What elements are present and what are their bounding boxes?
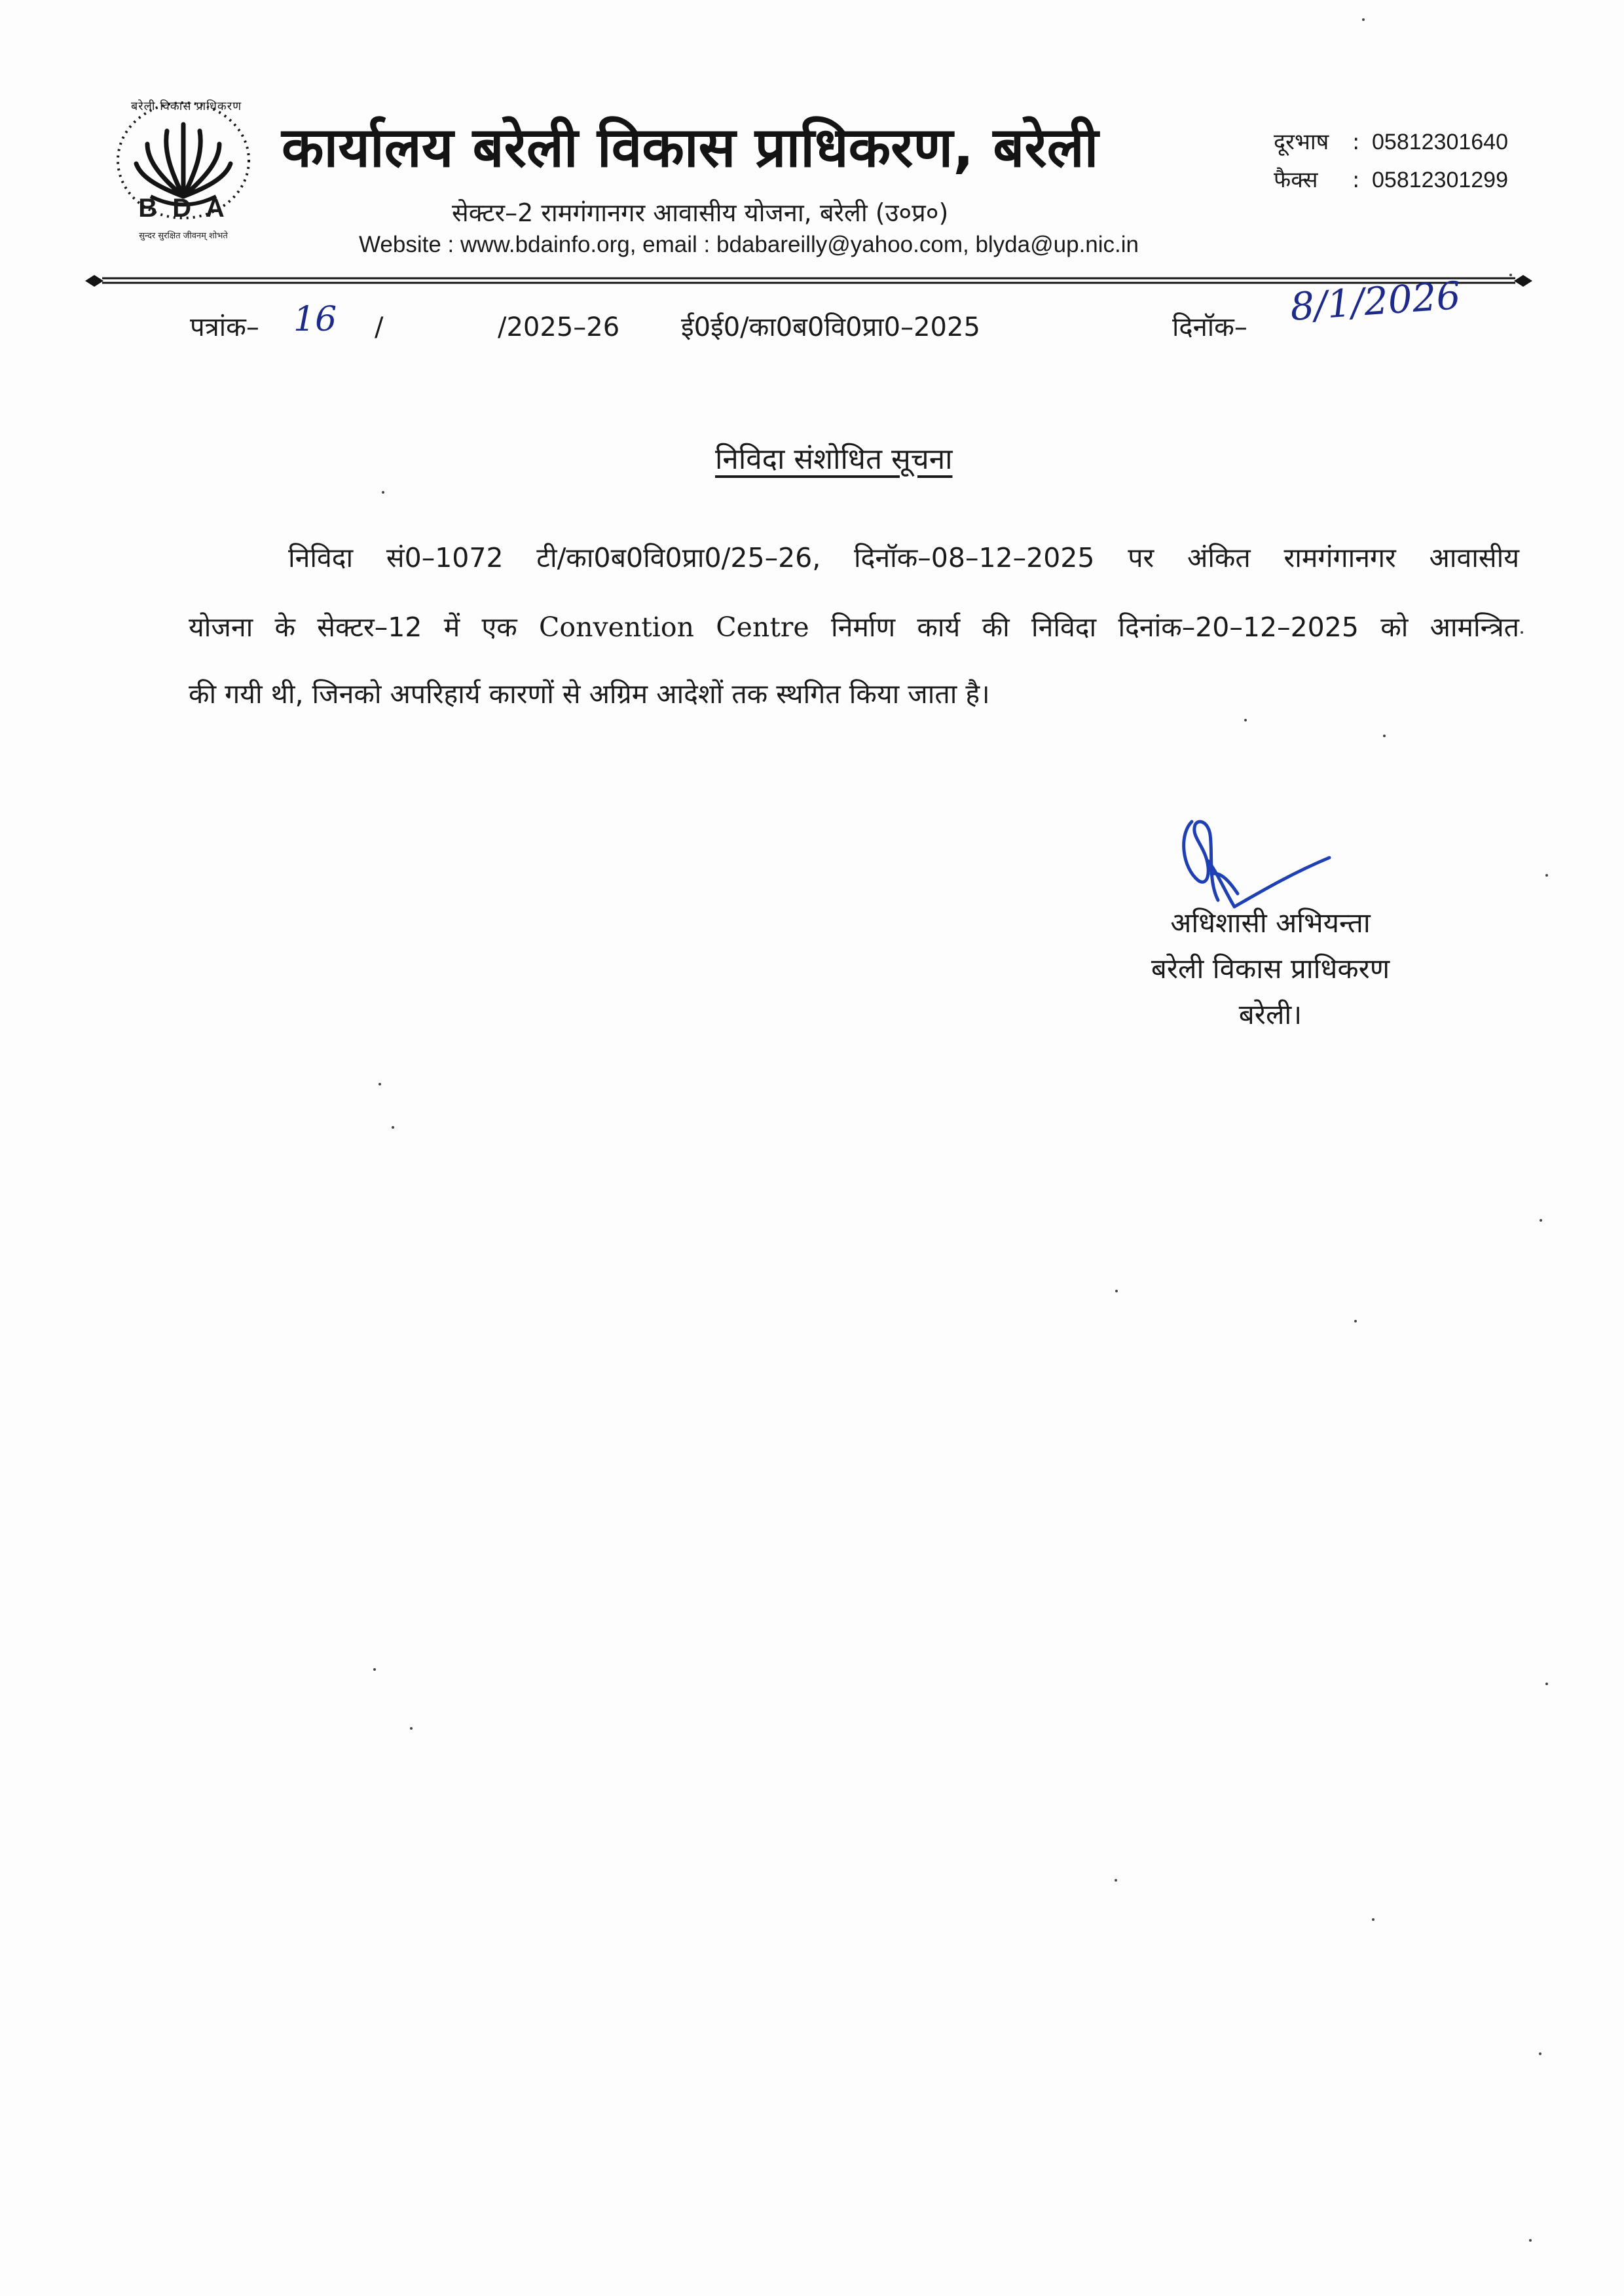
contact-block <box>1274 123 1508 199</box>
date-label: दिनॉक– <box>1172 312 1247 342</box>
patrank-slash: / <box>375 312 384 342</box>
office-code: ई0ई0/का0ब0वि0प्रा0–2025 <box>681 312 980 342</box>
scan-speck <box>1372 1918 1375 1921</box>
scan-speck <box>1521 631 1523 634</box>
notice-heading: निविदा संशोधित सूचना <box>715 443 953 476</box>
scan-speck <box>1539 2052 1541 2055</box>
phone-row <box>1274 123 1508 161</box>
logo-motto: सुन्दर सुरक्षित जीवनम् शोभते <box>139 231 228 241</box>
scan-speck <box>1529 2239 1532 2242</box>
scan-speck <box>410 1727 413 1730</box>
signatory-designation: अधिशासी अभियन्ता <box>1170 907 1371 939</box>
signatory-block <box>1074 900 1467 1038</box>
organisation-address: सेक्टर–2 रामगंगानगर आवासीय योजना, बरेली (उ०प्र०) <box>452 198 949 227</box>
signatory-city: बरेली। <box>1238 998 1302 1030</box>
scan-speck <box>1362 18 1365 21</box>
notice-line-3: की गयी थी, जिनको अपरिहार्य कारणों से अग्रिम आदेशों तक स्थगित किया जाता है। <box>189 678 990 710</box>
scan-speck <box>1545 874 1548 877</box>
scan-speck <box>1540 1219 1542 1222</box>
scan-speck <box>1244 719 1247 721</box>
logo-initials: B D A <box>138 194 229 223</box>
organisation-title: कार्यालय बरेली विकास प्राधिकरण, बरेली <box>282 115 1099 179</box>
fax-separator: : <box>1352 167 1360 193</box>
patrank-year: /2025–26 <box>498 312 620 342</box>
website-email-line: Website : www.bdainfo.org, email : bdabareilly@yahoo.com, blyda@up.nic.in <box>359 232 1139 257</box>
notice-line-2-start: योजना के सेक्टर–12 में एक <box>189 611 517 643</box>
handwritten-date: 8/1/2026 <box>1288 272 1462 330</box>
patrank-number: 16 <box>293 300 337 339</box>
scan-speck <box>1115 1290 1118 1292</box>
phone-separator: : <box>1352 129 1360 155</box>
notice-line-2-end: निर्माण कार्य की निविदा दिनांक–20–12–2025 को आमन्त्रित <box>830 611 1519 643</box>
scan-speck <box>378 1083 381 1085</box>
bda-emblem-icon <box>105 98 262 249</box>
notice-line-2 <box>189 608 1519 647</box>
fax-label: फैक्स <box>1274 167 1318 193</box>
bda-logo <box>105 98 262 249</box>
phone-number: 05812301640 <box>1372 130 1509 155</box>
patrank-label: पत्रांक– <box>190 312 259 342</box>
scan-speck <box>1545 1683 1548 1685</box>
scan-speck <box>1509 274 1512 276</box>
scan-speck <box>1354 1320 1357 1322</box>
convention-centre-text: Convention Centre <box>539 611 809 643</box>
notice-line-1: निविदा सं0–1072 टी/का0ब0वि0प्रा0/25–26, दिनॉक–08–12–2025 पर अंकित रामगंगानगर आवासीय <box>288 542 1519 574</box>
signatory-organisation: बरेली विकास प्राधिकरण <box>1151 953 1390 985</box>
scan-speck <box>373 1668 376 1671</box>
fax-number: 05812301299 <box>1372 168 1509 192</box>
phone-label: दूरभाष <box>1274 129 1329 155</box>
scan-speck <box>1115 1879 1117 1882</box>
scan-speck <box>382 491 384 494</box>
fax-row <box>1274 161 1508 199</box>
logo-arc-text: बरेली विकास प्राधिकरण <box>131 100 242 113</box>
scan-speck <box>392 1126 394 1129</box>
scan-speck <box>1383 735 1386 737</box>
